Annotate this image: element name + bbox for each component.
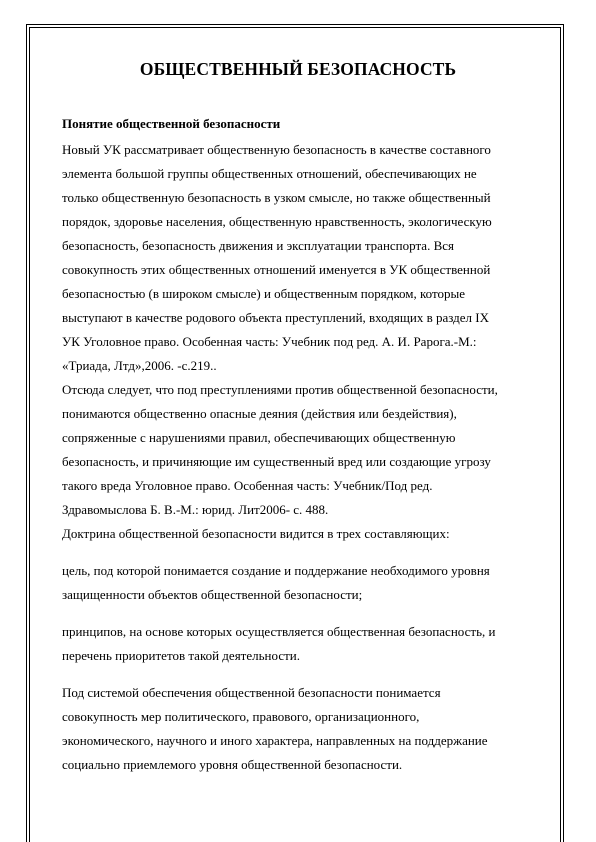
text-line: защищенности объектов общественной безопасности;	[62, 587, 363, 602]
text-line: элемента большой группы общественных отношений, обеспечивающих не	[62, 166, 477, 181]
text-line: совокупность этих общественных отношений именуется в УК общественной	[62, 262, 491, 277]
text-line: перечень приоритетов такой деятельности.	[62, 648, 300, 663]
text-line: выступают в качестве родового объекта преступлений, входящих в раздел IX	[62, 310, 490, 325]
paragraph-1	[62, 138, 542, 378]
text-line: безопасность, безопасность движения и эксплуатации транспорта. Вся	[62, 238, 454, 253]
paragraph-4	[62, 559, 542, 607]
text-line: порядок, здоровье населения, общественную нравственность, экологическую	[62, 214, 492, 229]
text-line: Здравомыслова Б. В.-М.: юрид. Лит2006- с. 488.	[62, 502, 329, 517]
paragraph-spacer	[62, 546, 542, 559]
text-line: УК Уголовное право. Особенная часть: Учебник под ред. А. И. Рарога.-М.:	[62, 334, 477, 349]
text-line: только общественную безопасность в узком смысле, но также общественный	[62, 190, 491, 205]
section-heading: Понятие общественной безопасности	[62, 116, 281, 131]
text-line: цель, под которой понимается создание и поддержание необходимого уровня	[62, 563, 490, 578]
text-line: такого вреда Уголовное право. Особенная часть: Учебник/Под ред.	[62, 478, 433, 493]
text-line: сопряженные с нарушениями правил, обеспечивающих общественную	[62, 430, 456, 445]
text-line: безопасность, и причиняющие им существенный вред или создающие угрозу	[62, 454, 491, 469]
paragraph-5	[62, 620, 542, 668]
text-line: Новый УК рассматривает общественную безопасность в качестве составного	[62, 142, 491, 157]
document-title: ОБЩЕСТВЕННЫЙ БЕЗОПАСНОСТЬ	[139, 59, 457, 79]
text-line: Отсюда следует, что под преступлениями против общественной безопасности,	[62, 382, 498, 397]
paragraph-3	[62, 522, 542, 546]
text-line: совокупность мер политического, правового, организационного,	[62, 709, 420, 724]
paragraph-spacer	[62, 668, 542, 681]
paragraph-spacer	[62, 607, 542, 620]
text-line: принципов, на основе которых осуществляется общественная безопасность, и	[62, 624, 496, 639]
text-line: безопасностью (в широком смысле) и общественным порядком, которые	[62, 286, 465, 301]
text-line: социально приемлемого уровня общественной безопасности.	[62, 757, 403, 772]
text-line: понимаются общественно опасные деяния (действия или бездействия),	[62, 406, 457, 421]
document-body	[62, 138, 542, 777]
text-line: «Триада, Лтд»,2006. -с.219..	[62, 358, 217, 373]
paragraph-6	[62, 681, 542, 777]
paragraph-2	[62, 378, 542, 522]
text-line: экономического, научного и иного характера, направленных на поддержание	[62, 733, 488, 748]
text-line: Доктрина общественной безопасности видится в трех составляющих:	[62, 526, 450, 541]
text-line: Под системой обеспечения общественной безопасности понимается	[62, 685, 441, 700]
